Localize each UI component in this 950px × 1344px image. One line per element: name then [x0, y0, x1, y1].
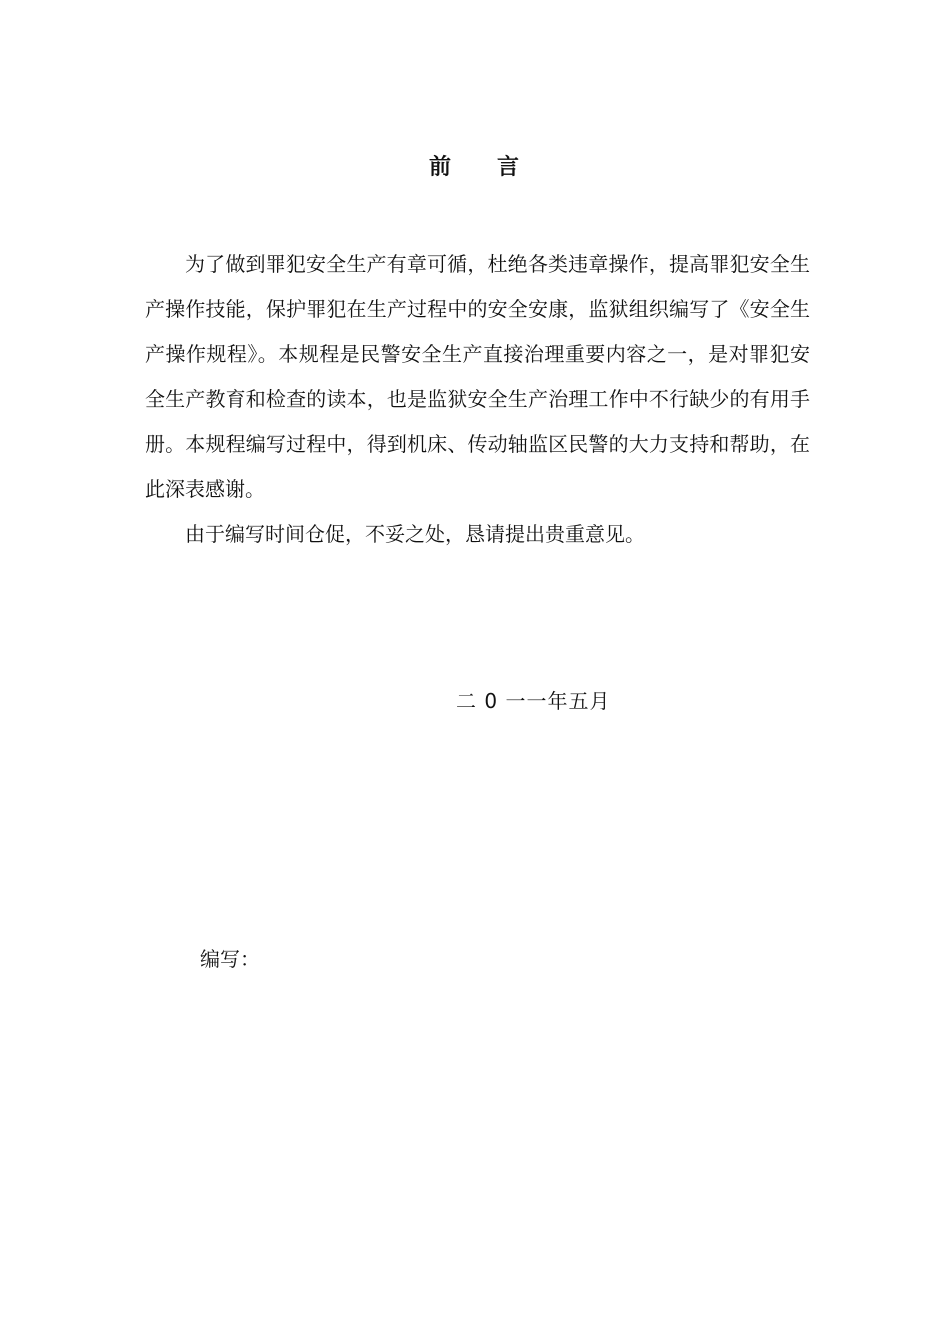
title-char-1: 前	[428, 155, 453, 180]
preface-body	[145, 242, 810, 557]
title-char-2: 言	[497, 155, 522, 180]
date-line: 二 0 一一年五月	[456, 689, 611, 713]
paragraph-2: 由于编写时间仓促，不妥之处，恳请提出贵重意见。	[185, 522, 645, 546]
page-title	[0, 150, 950, 181]
author-label: 编写：	[200, 947, 260, 971]
paragraph-1: 为了做到罪犯安全生产有章可循，杜绝各类违章操作，提高罪犯安全生产操作技能，保护罪犯在生产过程中的安全安康，监狱组织编写了《安全生产操作规程》。本规程是民警安全生产直接治理重要内容之一，是对罪犯安全生产教育和检查的读本，也是监狱安全生产治理工作中不行缺少的有用手册。本规程编写过程中，得到机床、传动轴监区民警的大力支持和帮助，在此深表感谢。	[145, 252, 810, 501]
